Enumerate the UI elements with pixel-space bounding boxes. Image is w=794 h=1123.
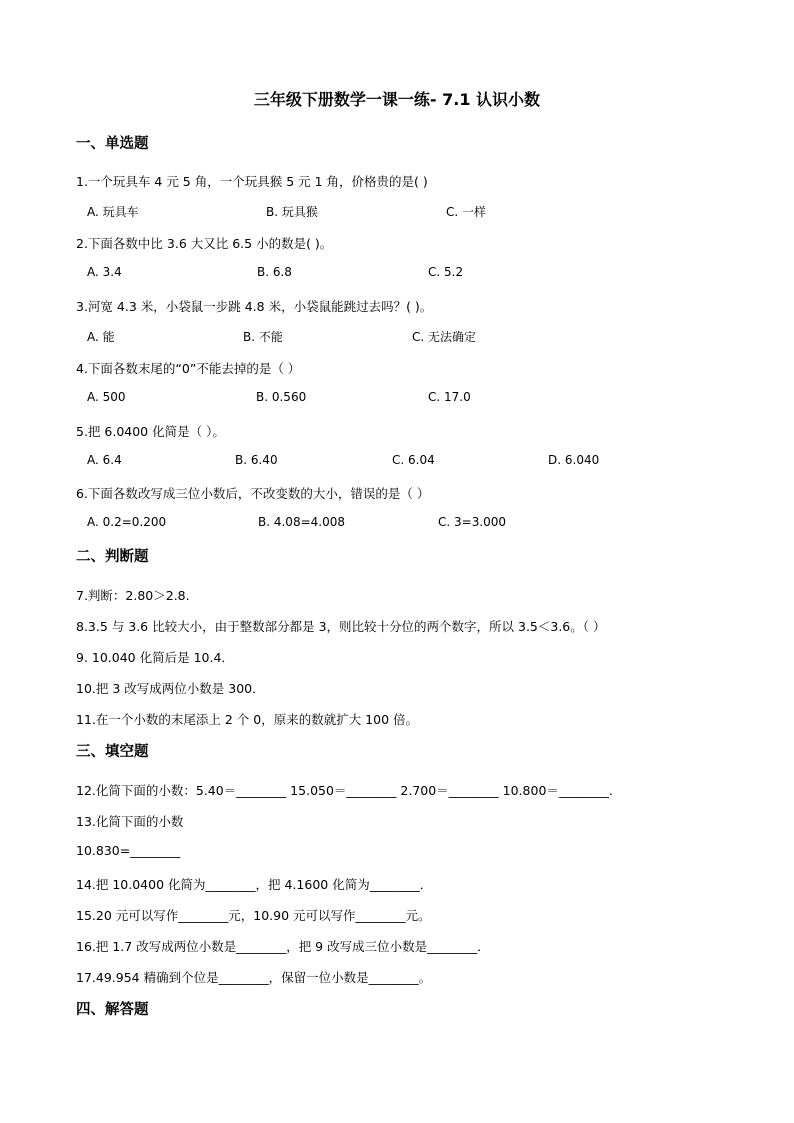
q5-option-a: A. 6.4 bbox=[87, 453, 122, 467]
question-4: 4.下面各数末尾的“0”不能去掉的是（ ） bbox=[76, 361, 301, 376]
q3-option-c: C. 无法确定 bbox=[412, 330, 477, 344]
q2-option-c: C. 5.2 bbox=[428, 265, 464, 279]
q4-option-b: B. 0.560 bbox=[256, 390, 307, 404]
question-13-item: 10.830=________ bbox=[76, 843, 181, 858]
question-7: 7.判断：2.80＞2.8. bbox=[76, 588, 190, 603]
q4-option-c: C. 17.0 bbox=[428, 390, 471, 404]
section-heading-true-false: 二、判断题 bbox=[76, 549, 149, 565]
q6-option-c: C. 3=3.000 bbox=[438, 515, 507, 529]
section-heading-solve: 四、解答题 bbox=[76, 1002, 149, 1018]
question-12: 12.化简下面的小数：5.40＝________ 15.050＝________ 2.700＝________ 10.800＝________. bbox=[76, 783, 613, 798]
q3-option-b: B. 不能 bbox=[243, 330, 283, 344]
q2-option-a: A. 3.4 bbox=[87, 265, 122, 279]
question-5: 5.把 6.0400 化简是（ ）。 bbox=[76, 424, 225, 439]
q5-option-b: B. 6.40 bbox=[235, 453, 278, 467]
q1-option-c: C. 一样 bbox=[446, 205, 487, 219]
question-16: 16.把 1.7 改写成两位小数是________，把 9 改写成三位小数是________． bbox=[76, 939, 490, 954]
question-17: 17.49.954 精确到个位是________，保留一位小数是________。 bbox=[76, 970, 432, 985]
question-11: 11.在一个小数的末尾添上 2 个 0，原来的数就扩大 100 倍。 bbox=[76, 712, 419, 727]
q2-option-b: B. 6.8 bbox=[257, 265, 292, 279]
q4-option-a: A. 500 bbox=[87, 390, 126, 404]
q6-option-b: B. 4.08=4.008 bbox=[258, 515, 345, 529]
q5-option-c: C. 6.04 bbox=[392, 453, 435, 467]
q5-option-d: D. 6.040 bbox=[548, 453, 600, 467]
q1-option-a: A. 玩具车 bbox=[87, 205, 139, 219]
question-13: 13.化简下面的小数 bbox=[76, 814, 184, 829]
q6-option-a: A. 0.2=0.200 bbox=[87, 515, 167, 529]
q3-option-a: A. 能 bbox=[87, 330, 115, 344]
question-1: 1.一个玩具车 4 元 5 角，一个玩具猴 5 元 1 角，价格贵的是( ) bbox=[76, 174, 428, 189]
page-title: 三年级下册数学一课一练- 7.1 认识小数 bbox=[253, 90, 541, 109]
q1-option-b: B. 玩具猴 bbox=[266, 205, 318, 219]
question-9: 9. 10.040 化简后是 10.4． bbox=[76, 650, 234, 665]
question-10: 10.把 3 改写成两位小数是 300． bbox=[76, 681, 265, 696]
question-3: 3.河宽 4.3 米，小袋鼠一步跳 4.8 米，小袋鼠能跳过去吗？( )。 bbox=[76, 299, 433, 314]
question-2: 2.下面各数中比 3.6 大又比 6.5 小的数是( )。 bbox=[76, 236, 333, 251]
question-15: 15.20 元可以写作________元，10.90 元可以写作________元。 bbox=[76, 908, 431, 923]
question-14: 14.把 10.0400 化简为________，把 4.1600 化简为________． bbox=[76, 877, 433, 892]
question-8: 8.3.5 与 3.6 比较大小，由于整数部分都是 3，则比较十分位的两个数字，所以 3.5＜3.6。（ ） bbox=[76, 619, 606, 634]
section-heading-fill-blank: 三、填空题 bbox=[76, 744, 149, 760]
question-6: 6.下面各数改写成三位小数后，不改变数的大小，错误的是（ ） bbox=[76, 486, 430, 501]
section-heading-single-choice: 一、单选题 bbox=[76, 136, 149, 152]
